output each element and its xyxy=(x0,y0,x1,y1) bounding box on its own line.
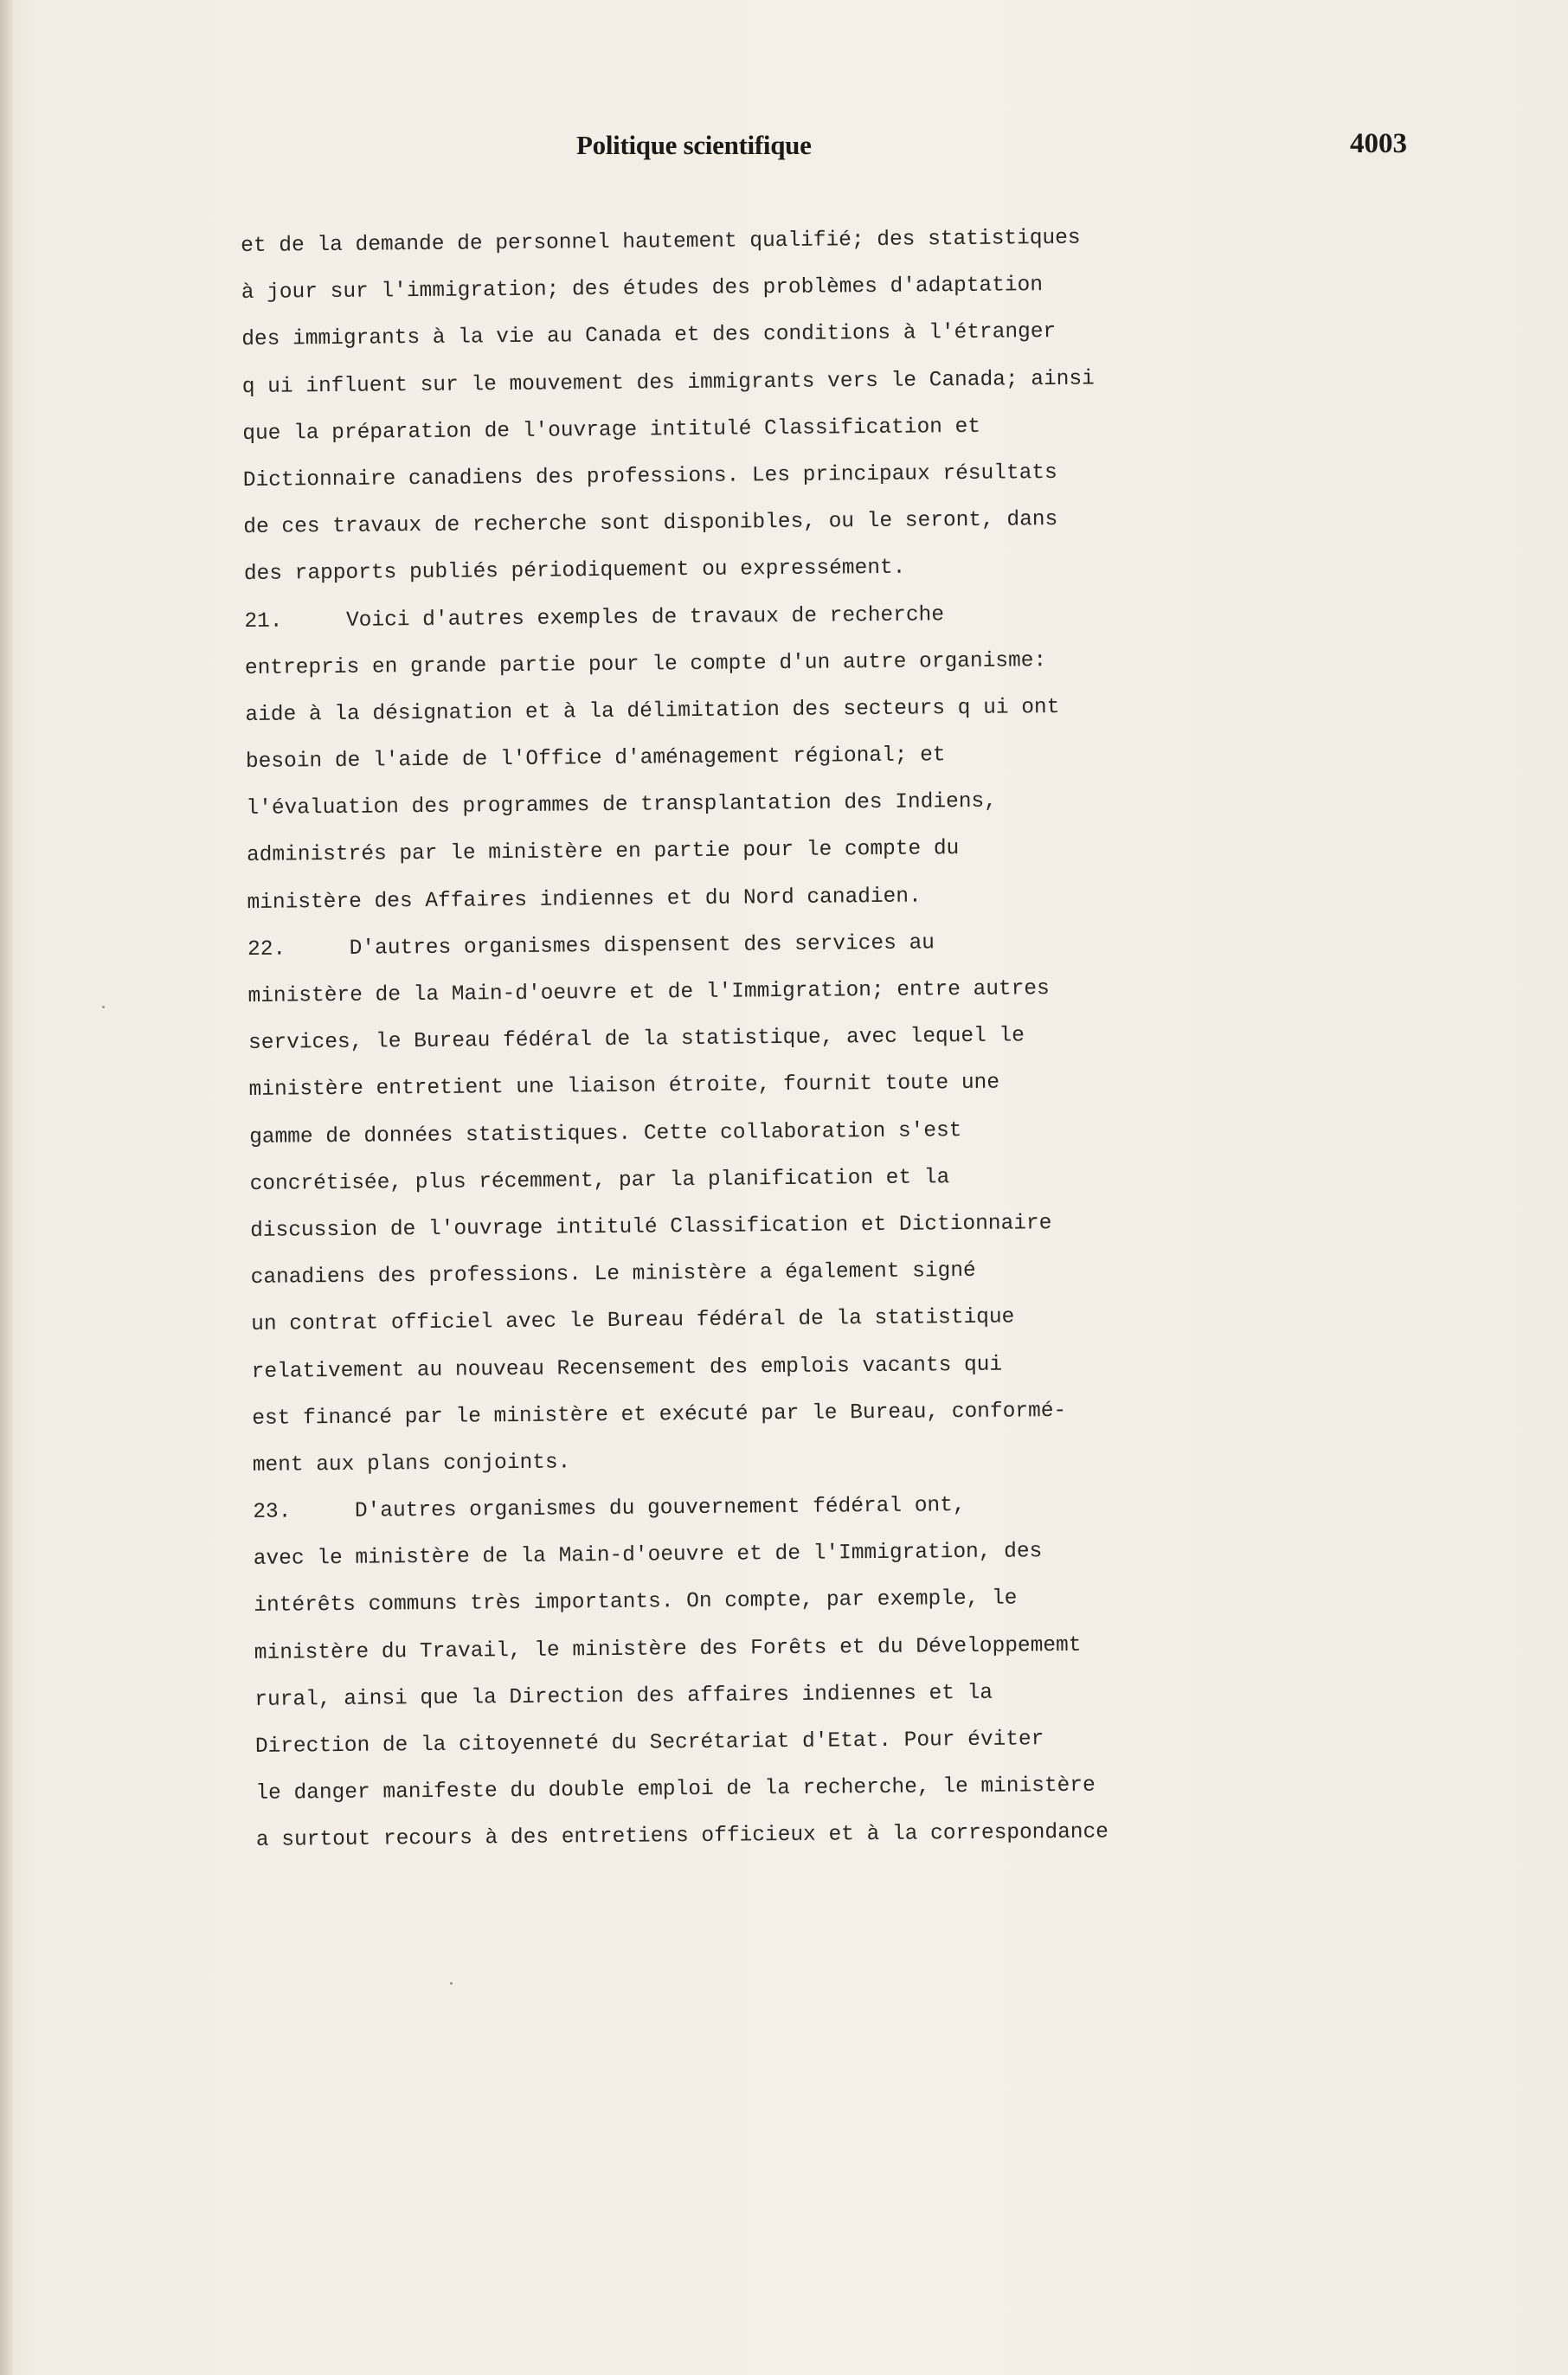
text-line: canadiens des professions. Le ministère a également signé xyxy=(250,1259,976,1290)
text-line: aide à la désignation et à la délimitation des secteurs q ui ont xyxy=(245,695,1060,727)
paragraph-23-start: 23. D'autres organismes du gouvernement fédéral ont, xyxy=(253,1494,966,1524)
text-line: ministère entretient une liaison étroite, fournit toute une xyxy=(248,1072,1000,1103)
text-line: ministère des Affaires indiennes et du Nord canadien. xyxy=(247,885,922,915)
text-line: gamme de données statistiques. Cette collaboration s'est xyxy=(249,1118,962,1149)
text-line: Direction de la citoyenneté du Secrétariat d'Etat. Pour éviter xyxy=(254,1728,1044,1759)
text-line: q ui influent sur le mouvement des immigrants vers le Canada; ainsi xyxy=(241,367,1095,399)
text-line: de ces travaux de recherche sont disponibles, ou le seront, dans xyxy=(243,508,1058,540)
body-text xyxy=(241,214,1277,1865)
text-line: le danger manifeste du double emploi de la recherche, le ministère xyxy=(255,1773,1096,1806)
text-line: concrétisée, plus récemment, par la planification et la xyxy=(249,1165,950,1196)
text-line: des rapports publiés périodiquement ou expressément. xyxy=(243,556,906,587)
running-title: Politique scientifique xyxy=(576,130,812,160)
text-line: à jour sur l'immigration; des études des problèmes d'adaptation xyxy=(241,274,1044,306)
paper-speck xyxy=(102,1006,105,1008)
text-line: services, le Bureau fédéral de la statistique, avec lequel le xyxy=(247,1024,1025,1056)
text-line: et de la demande de personnel hautement qualifié; des statistiques xyxy=(241,226,1081,258)
text-line: des immigrants à la vie au Canada et des conditions à l'étranger xyxy=(241,320,1057,352)
text-line: que la préparation de l'ouvrage intitulé Classification et xyxy=(242,415,981,446)
text-line: besoin de l'aide de l'Office d'aménagement régional; et xyxy=(245,743,946,775)
text-line: un contrat officiel avec le Bureau fédéral de la statistique xyxy=(251,1305,1015,1337)
text-line: ministère du Travail, le ministère des Forêts et du Développememt xyxy=(254,1633,1082,1665)
text-line: Dictionnaire canadiens des professions. Les principaux résultats xyxy=(242,460,1057,492)
text-line: discussion de l'ouvrage intitulé Classification et Dictionnaire xyxy=(250,1211,1052,1243)
text-line: ment aux plans conjoints. xyxy=(252,1451,571,1477)
page-number: 4003 xyxy=(1350,128,1407,159)
text-line: l'évaluation des programmes de transplantation des Indiens, xyxy=(246,789,998,821)
text-line: entrepris en grande partie pour le compte d'un autre organisme: xyxy=(244,648,1047,680)
paragraph-22-start: 22. D'autres organismes dispensent des services au xyxy=(247,931,935,962)
page-binding-edge xyxy=(0,0,12,2375)
paper-speck xyxy=(450,1982,453,1985)
text-line: administrés par le ministère en partie pour le compte du xyxy=(246,837,960,868)
text-line: rural, ainsi que la Direction des affaires indiennes et la xyxy=(254,1681,993,1712)
text-line: est financé par le ministère et exécuté par le Bureau, conformé- xyxy=(252,1399,1067,1431)
text-line: avec le ministère de la Main-d'oeuvre et de l'Immigration, des xyxy=(253,1540,1043,1572)
text-line: relativement au nouveau Recensement des emplois vacants qui xyxy=(251,1353,1003,1384)
text-line: a surtout recours à des entretiens officieux et à la correspondance xyxy=(255,1820,1109,1853)
text-line: ministère de la Main-d'oeuvre et de l'Immigration; entre autres xyxy=(247,977,1050,1008)
paragraph-21-start: 21. Voici d'autres exemples de travaux de recherche xyxy=(244,602,945,634)
text-line: intérêts communs très importants. On compte, par exemple, le xyxy=(254,1587,1018,1619)
